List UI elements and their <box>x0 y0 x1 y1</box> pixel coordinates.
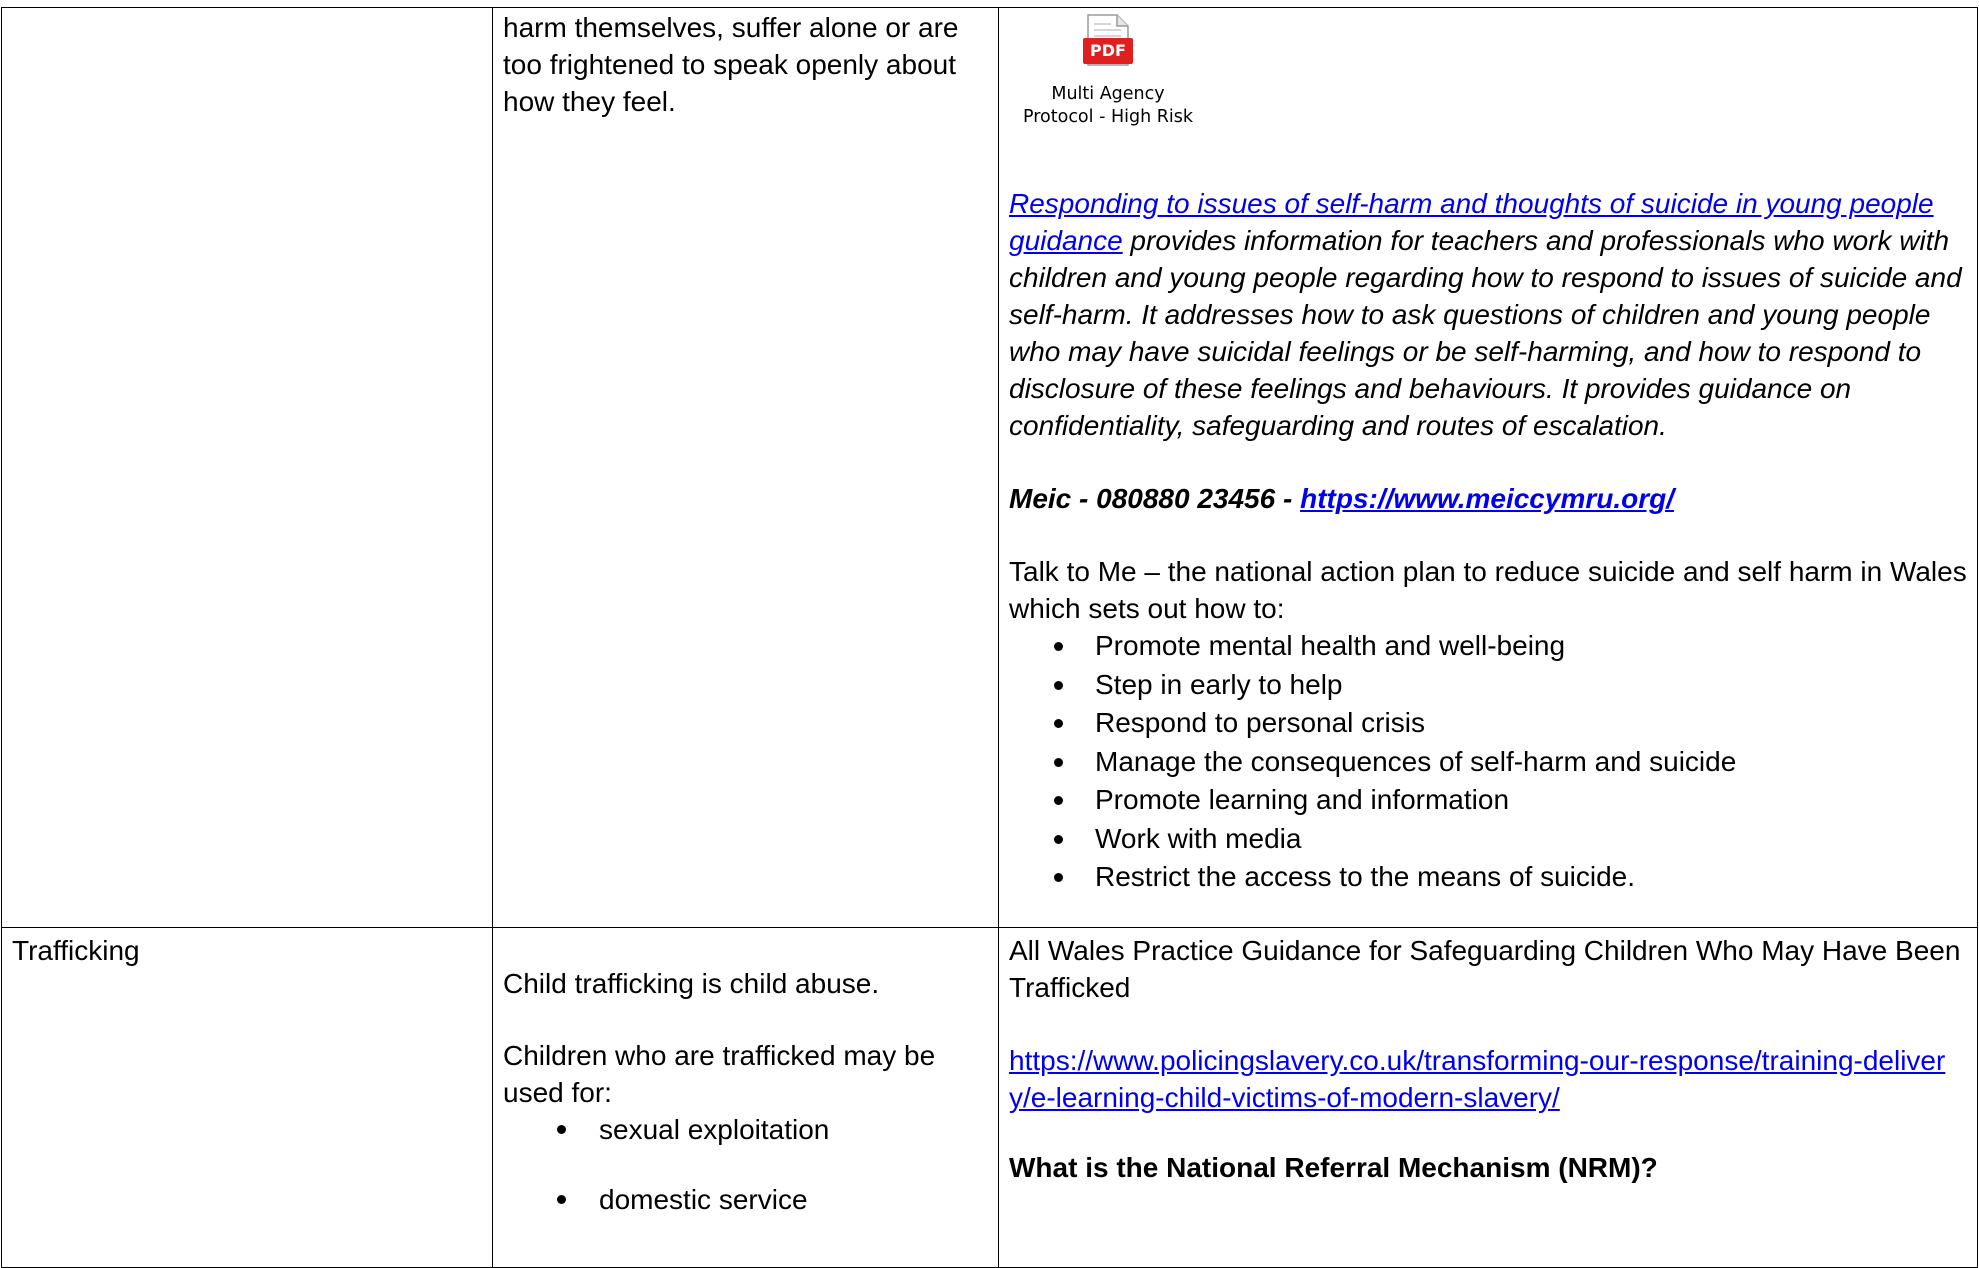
trafficking-uses-list <box>493 1111 998 1218</box>
nrm-heading: What is the National Referral Mechanism (NRM)? <box>1009 1152 1658 1183</box>
link-paragraph <box>999 1006 1977 1116</box>
list-item: Manage the consequences of self-harm and suicide <box>1095 743 1977 782</box>
guidance-paragraph <box>999 128 1977 444</box>
description-text: Children who are trafficked may be used for: <box>503 1040 936 1108</box>
description-cell <box>493 928 999 1268</box>
list-item: Restrict the access to the means of suicide. <box>1095 858 1977 897</box>
guidance-text: provides information for teachers and professionals who work with children and young people regarding how to respond to issues of suicide and self-harm. It addresses how to ask questions of children and young people who may have suicidal feelings or be self-harming, and how to respond to disclosure of these feelings and behaviours. It provides guidance on confidentiality, safeguarding and routes of escalation. <box>1009 225 1962 441</box>
description-text: harm themselves, suffer alone or are too frightened to speak openly about how they feel. <box>503 12 959 117</box>
list-item: Work with media <box>1095 820 1977 859</box>
meic-line <box>999 444 1977 517</box>
talk-to-me-list <box>999 627 1977 897</box>
table-row <box>2 928 1978 1268</box>
list-item: Step in early to help <box>1095 666 1977 705</box>
description-cell <box>493 8 999 928</box>
talk-to-me-intro: Talk to Me – the national action plan to reduce suicide and self harm in Wales which sets out how to: <box>1009 556 1967 624</box>
list-item: domestic service <box>599 1181 998 1218</box>
description-text: Child trafficking is child abuse. <box>503 968 880 999</box>
topic-cell <box>2 928 493 1268</box>
resources-cell <box>999 928 1978 1268</box>
list-item: Promote mental health and well-being <box>1095 627 1977 666</box>
caption-line: Protocol - High Risk <box>1022 107 1194 127</box>
pdf-badge: PDF <box>1083 38 1133 64</box>
attachment-caption <box>1003 83 1213 129</box>
list-item: sexual exploitation <box>599 1111 998 1148</box>
list-item: Respond to personal crisis <box>1095 704 1977 743</box>
guidance-link[interactable]: Responding to issues of self-harm and thoughts of suicide in young people guidance <box>1009 188 1934 256</box>
resources-cell <box>999 8 1978 928</box>
topic-cell <box>2 8 493 928</box>
pdf-attachment[interactable] <box>1003 8 1223 128</box>
policing-slavery-link[interactable]: https://www.policingslavery.co.uk/transforming-our-response/training-delivery/e-learning-child-victims-of-modern-slavery/ <box>1009 1045 1946 1113</box>
meic-link[interactable]: https://www.meiccymru.org/ <box>1300 483 1675 514</box>
table-row <box>2 8 1978 928</box>
caption-line: Multi Agency <box>1051 84 1165 104</box>
topic-label: Trafficking <box>12 935 140 966</box>
safeguarding-table <box>1 7 1978 1268</box>
list-item: Promote learning and information <box>1095 781 1977 820</box>
meic-phone: Meic - 080880 23456 - <box>1009 483 1301 514</box>
guidance-title: All Wales Practice Guidance for Safeguarding Children Who May Have Been Trafficked <box>1009 935 1961 1003</box>
